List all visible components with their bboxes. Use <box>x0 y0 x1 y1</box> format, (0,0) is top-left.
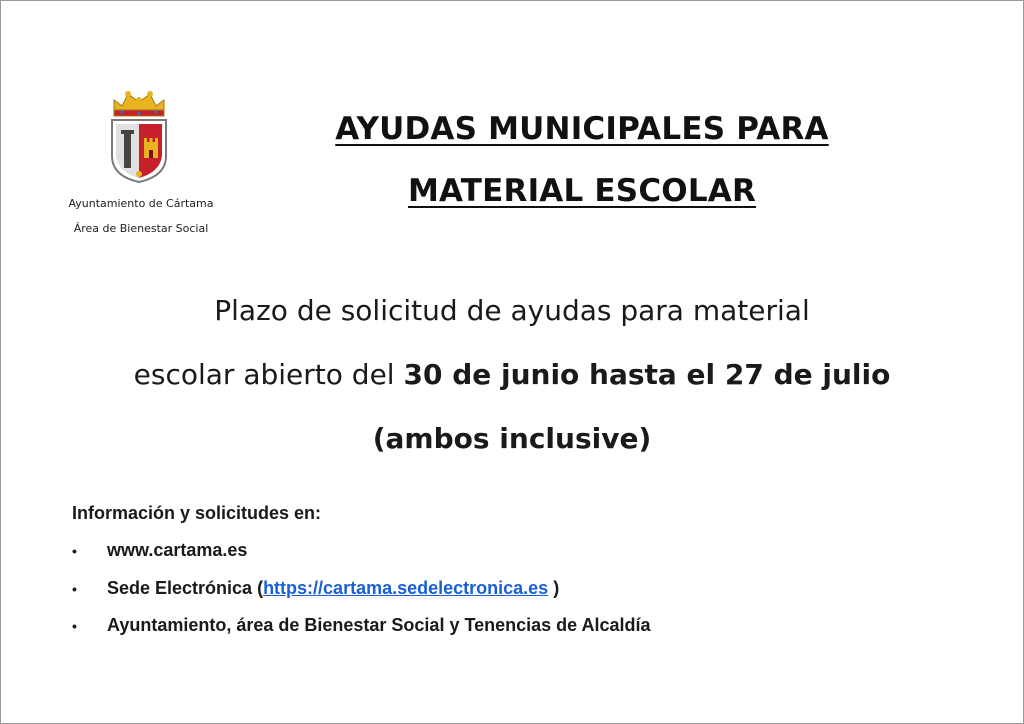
bullet-icon: • <box>72 618 77 634</box>
organization-name: Ayuntamiento de Cártama <box>68 197 214 210</box>
notice-line-3: (ambos inclusive) <box>372 422 652 455</box>
organization-area: Área de Bienestar Social <box>73 222 209 235</box>
page-title-line-2: MATERIAL ESCOLAR <box>407 173 757 209</box>
notice-dates: 30 de junio hasta el 27 de julio <box>403 358 891 391</box>
info-list <box>72 538 651 651</box>
list-item <box>72 613 651 651</box>
list-item <box>72 576 651 614</box>
list-item <box>72 538 651 576</box>
notice-line-2 <box>0 357 1024 393</box>
notice-line-1: Plazo de solicitud de ayudas para material <box>214 294 810 327</box>
website-text: www.cartama.es <box>107 540 248 560</box>
info-heading: Información y solicitudes en: <box>72 503 322 523</box>
sede-prefix: Sede Electrónica ( <box>107 577 264 598</box>
page-title-line-1: AYUDAS MUNICIPALES PARA <box>335 111 829 147</box>
bullet-icon: • <box>72 543 77 559</box>
sede-suffix: ) <box>548 577 560 598</box>
coat-of-arms-logo <box>106 86 172 186</box>
ayuntamiento-text: Ayuntamiento, área de Bienestar Social y Tenencias de Alcaldía <box>107 615 651 635</box>
bullet-icon: • <box>72 580 77 597</box>
sede-electronica-link[interactable]: https://cartama.sedelectronica.es <box>263 577 549 598</box>
notice-line-2-text: escolar abierto del <box>133 358 404 391</box>
